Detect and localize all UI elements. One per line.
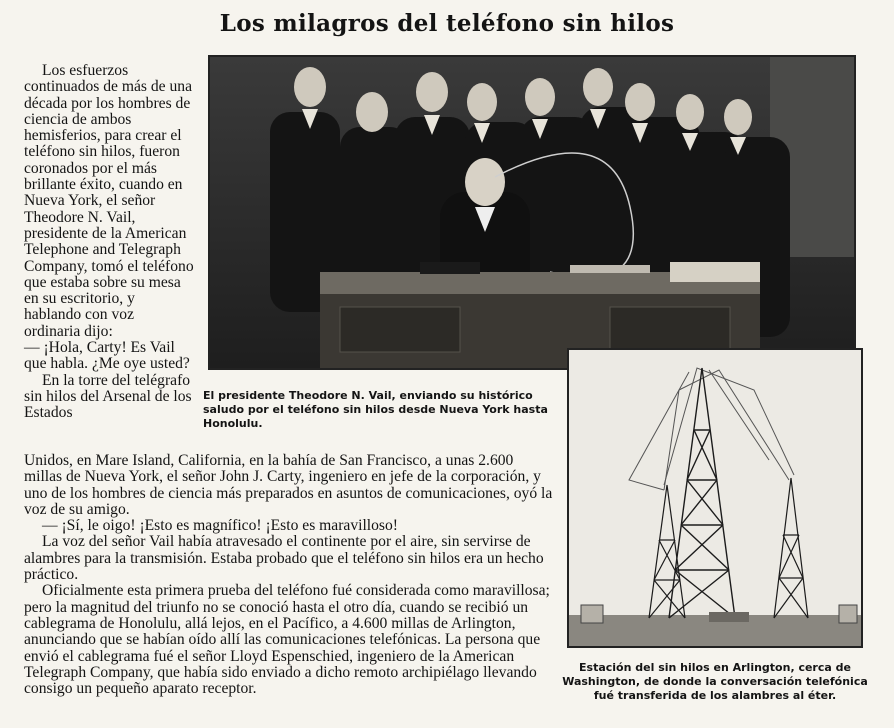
paragraph-carty: Unidos, en Mare Island, California, en la bahía de San Francisco, a unas 2.600 millas de Nueva York, el señor John J. Carty, ingeniero en jefe de la corporación, y uno de los hombres de ciencia más preparados en asuntos de comunicaciones, oyó la voz de su amigo. [24, 452, 553, 518]
article-title: Los milagros del teléfono sin hilos [219, 10, 675, 37]
paragraph-tower: En la torre del telégrafo sin hilos del Arsenal de los Estados [24, 371, 192, 422]
paragraph-honolulu: Oficialmente esta primera prueba del teléfono fué considerada como maravillosa; pero la magnitud del triunfo no se conoció hasta el otro día, cuando se recibió un cablegrama de Honolulu, allá lejos, en el Pacífico, a 4.600 millas de Arlington, anunciando que se habían oído allí las comunicaciones telefónicas. La persona que envió el cablegrama fué el señor Lloyd Espenschied, ingeniero de la American Telegraph Company, que había sido enviado a dicho remoto archipiélago llevando consigo un pequeño aparato receptor. [24, 582, 550, 698]
photo-arlington-illustration [569, 350, 861, 646]
article-column-narrow [24, 63, 194, 422]
article-column-wide [24, 453, 554, 697]
photo-vail-illustration [210, 57, 854, 368]
paragraph-dialog-carty: — ¡Sí, le oigo! ¡Esto es magnífico! ¡Esto es maravilloso! [42, 517, 398, 535]
caption-vail-photo: El presidente Theodore N. Vail, enviando su histórico saludo por el teléfono sin hilos desde Nueva York hasta Honolulu. [203, 389, 548, 430]
paragraph-intro: Los esfuerzos continuados de más de una década por los hombres de ciencia de ambos hemisferios, para crear el teléfono sin hilos, fueron coronados por el más brillante éxito, cuando en Nueva York, el señor Theodore N. Vail, presidente de la American Telephone and Telegraph Company, tomó el teléfono que estaba sobre su mesa en su escritorio, y hablando con voz ordinaria dijo: [24, 62, 194, 340]
paragraph-dialog-vail: — ¡Hola, Carty! Es Vail que habla. ¿Me oye usted? [24, 339, 190, 373]
caption-arlington-photo: Estación del sin hilos en Arlington, cerca de Washington, de donde la conversación telefónica fué transferida de los alambres al éter. [562, 661, 868, 702]
photo-vail-telephone [208, 55, 856, 370]
paragraph-proof: La voz del señor Vail había atravesado el continente por el aire, sin servirse de alambres para la transmisión. Estaba probado que el teléfono sin hilos era un hecho práctico. [24, 533, 544, 584]
photo-arlington-station [567, 348, 863, 648]
